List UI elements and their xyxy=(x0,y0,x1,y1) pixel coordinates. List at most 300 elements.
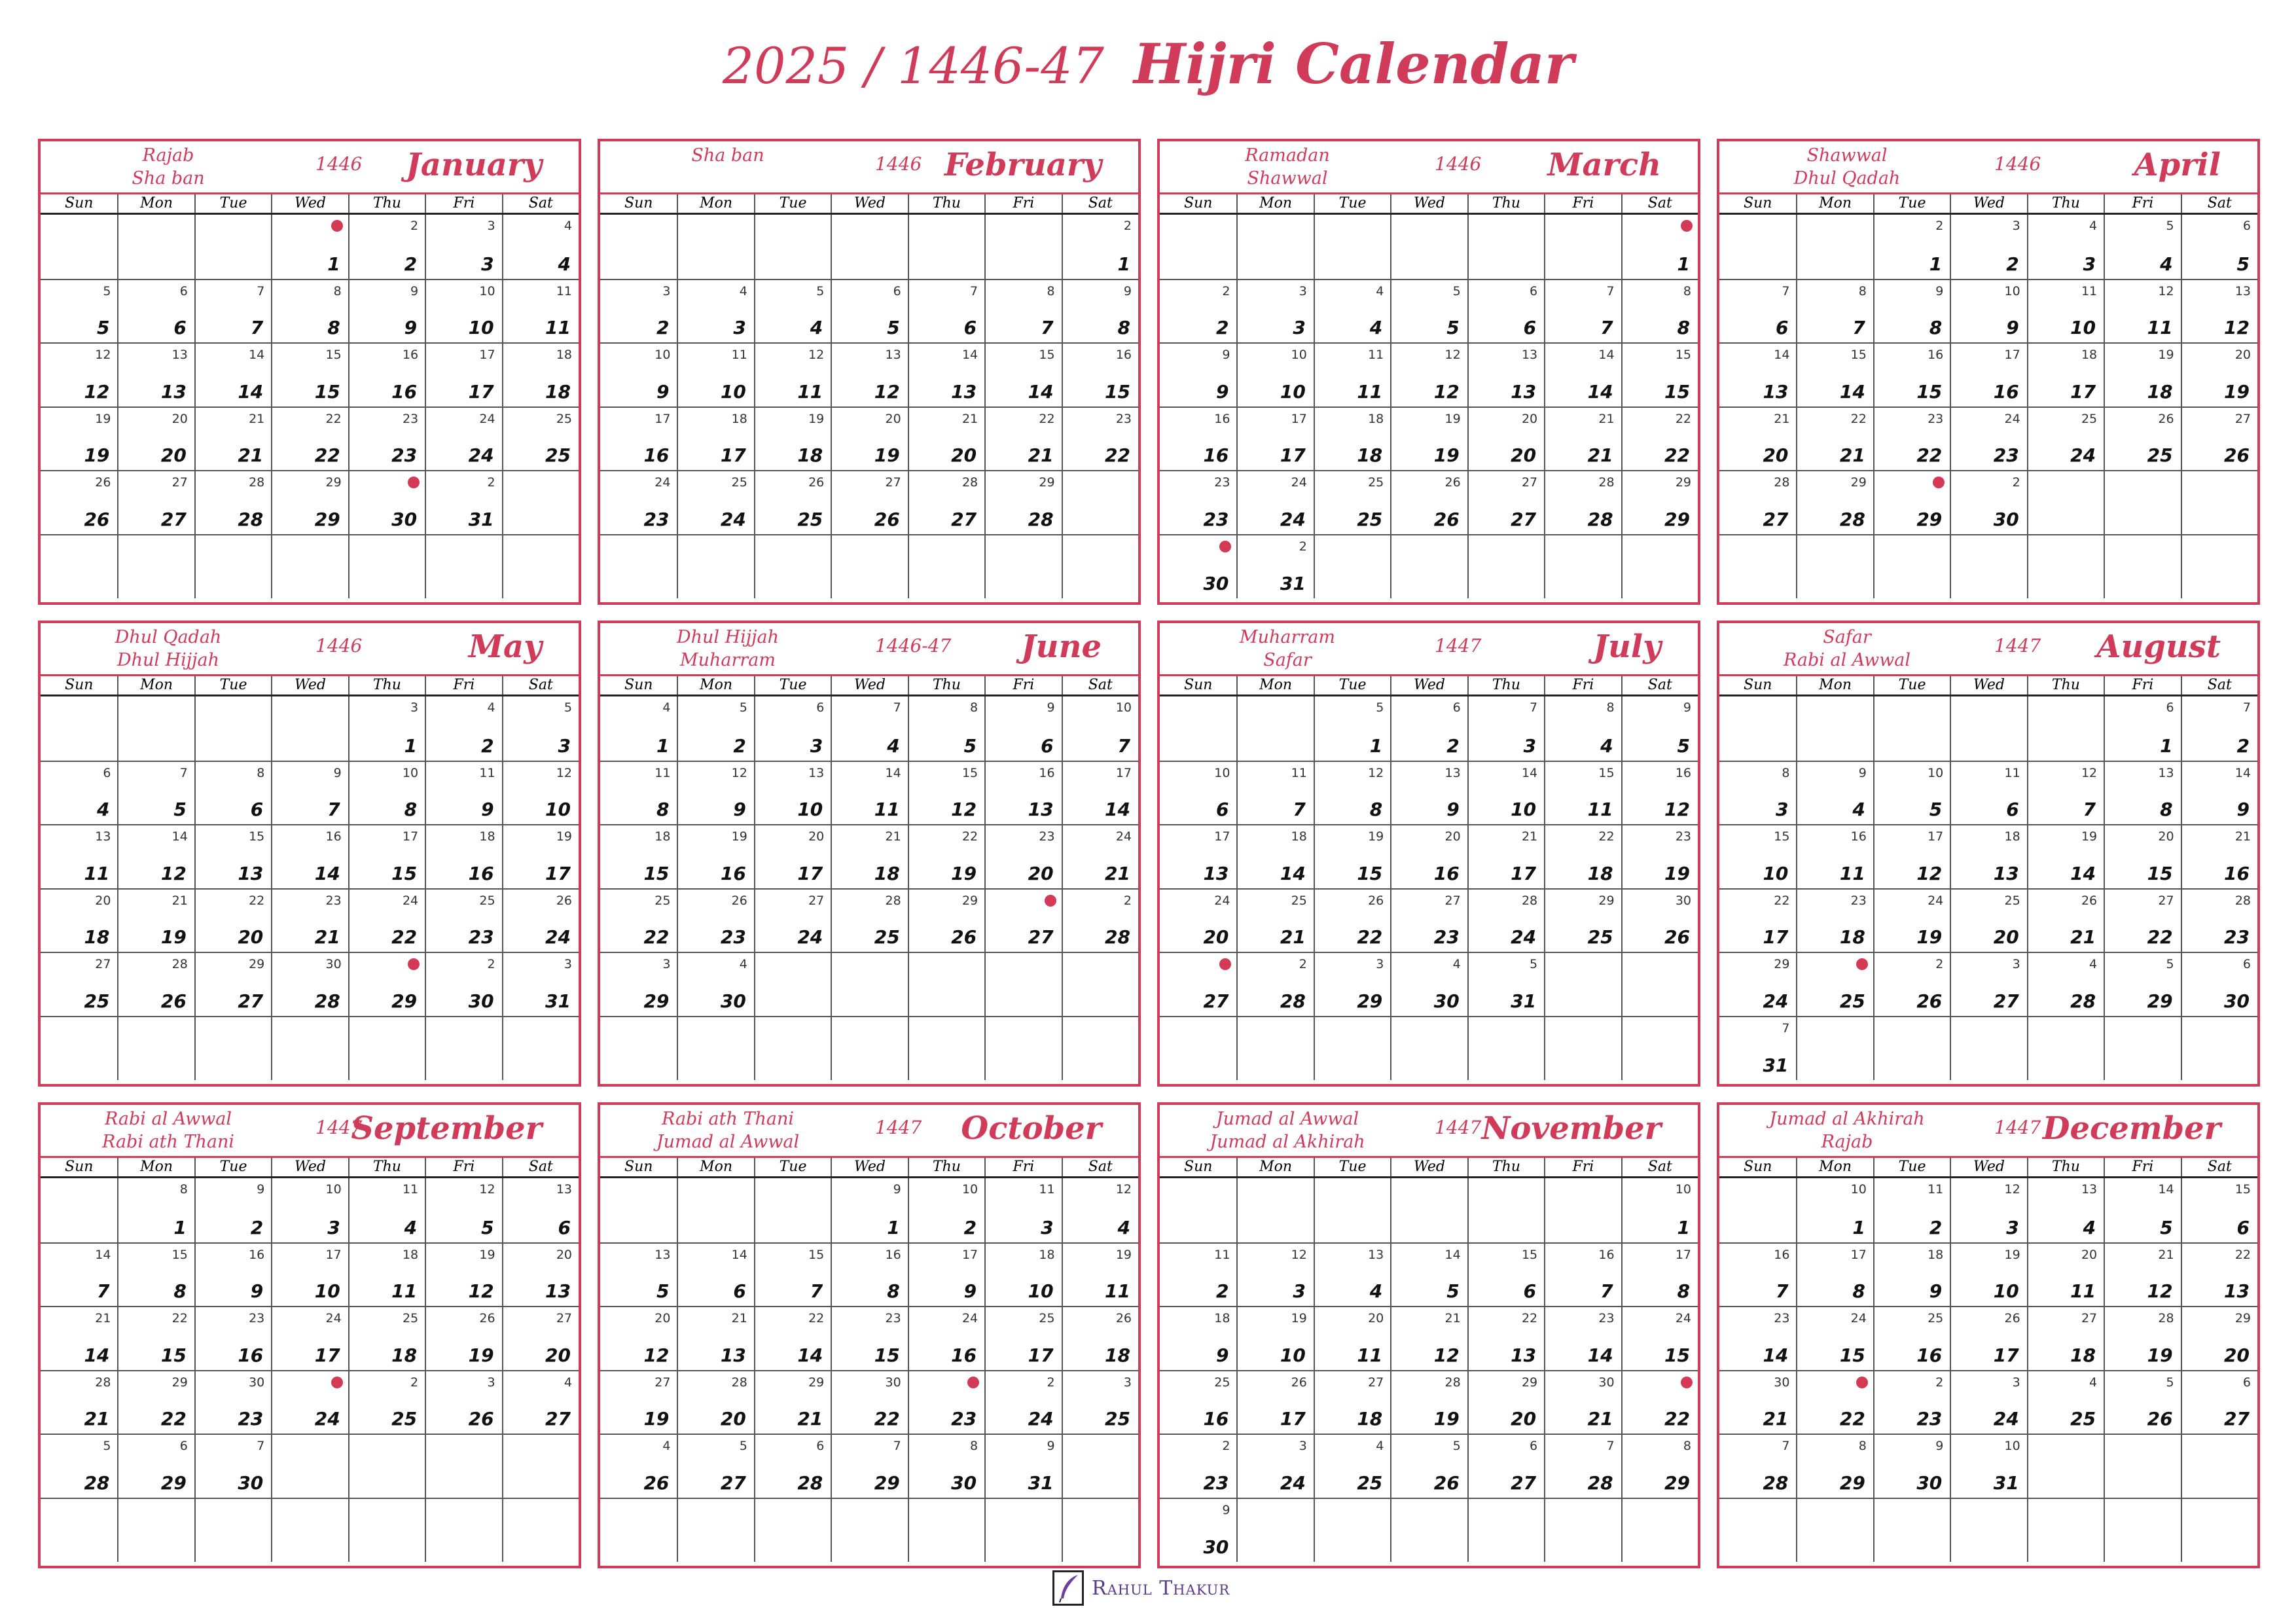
hijri-day: 14 xyxy=(2158,1182,2174,1197)
hijri-day: 17 xyxy=(1928,829,1944,844)
weekday-label: Wed xyxy=(831,194,907,213)
day-cell xyxy=(1062,279,1138,343)
weekday-label: Fri xyxy=(2104,194,2180,213)
gregorian-day: 14 xyxy=(1763,1344,1789,1366)
new-month-dot-icon xyxy=(1856,958,1868,970)
month-header xyxy=(600,141,1138,194)
day-cell xyxy=(1160,1016,1236,1080)
gregorian-day: 24 xyxy=(314,1408,340,1430)
day-cell xyxy=(908,1178,984,1242)
day-cell xyxy=(1390,342,1467,406)
new-month-dot-icon xyxy=(1681,1377,1693,1388)
gregorian-day: 16 xyxy=(1203,1408,1229,1430)
gregorian-day: 26 xyxy=(84,508,110,530)
hijri-day: 18 xyxy=(1291,829,1307,844)
gregorian-day: 30 xyxy=(1203,572,1229,594)
hijri-day: 2 xyxy=(1299,957,1307,972)
hijri-day: 7 xyxy=(2242,700,2251,715)
day-cell xyxy=(754,1498,831,1562)
hijri-day: 20 xyxy=(171,411,188,426)
gregorian-day: 27 xyxy=(1993,990,2019,1012)
hijri-day: 20 xyxy=(95,893,111,908)
hijri-day: 6 xyxy=(1530,1439,1538,1454)
gregorian-day: 4 xyxy=(2160,253,2173,275)
hijri-day: 24 xyxy=(961,1311,978,1326)
day-cell xyxy=(2027,1434,2104,1498)
month-november xyxy=(1157,1102,1700,1568)
weekday-label: Mon xyxy=(1236,676,1313,695)
day-cell xyxy=(271,761,348,825)
day-cell xyxy=(1950,1306,2026,1370)
hijri-day: 22 xyxy=(808,1311,825,1326)
day-cell xyxy=(1796,824,1873,888)
hijri-day: 21 xyxy=(2158,1247,2174,1262)
hijri-day: 2 xyxy=(1935,1375,1944,1390)
day-cell xyxy=(1390,696,1467,761)
day-cell xyxy=(831,824,907,888)
gregorian-day: 24 xyxy=(1511,926,1537,948)
gregorian-day: 22 xyxy=(643,926,670,948)
day-cell xyxy=(1950,761,2026,825)
day-cell xyxy=(2104,279,2180,343)
hijri-day: 29 xyxy=(808,1375,825,1390)
gregorian-day: 29 xyxy=(160,1471,187,1494)
weekday-label: Fri xyxy=(1544,1158,1621,1176)
hijri-day: 18 xyxy=(1039,1247,1055,1262)
hijri-day: 5 xyxy=(1530,957,1538,972)
day-cell xyxy=(1621,888,1698,952)
gregorian-day: 30 xyxy=(1993,508,2019,530)
day-cell xyxy=(1314,696,1390,761)
gregorian-day: 7 xyxy=(96,1280,110,1303)
day-cell xyxy=(117,215,194,279)
gregorian-day: 30 xyxy=(1433,990,1460,1012)
day-cell xyxy=(1314,761,1390,825)
hijri-day: 11 xyxy=(1368,348,1384,363)
hijri-day: 7 xyxy=(1606,1439,1615,1454)
weekday-label: Mon xyxy=(117,1158,194,1176)
day-cell xyxy=(194,470,271,534)
hijri-day: 22 xyxy=(1521,1311,1538,1326)
gregorian-day: 1 xyxy=(1677,253,1690,275)
gregorian-day: 12 xyxy=(160,862,187,884)
hijri-day: 6 xyxy=(1452,700,1461,715)
day-cell xyxy=(1719,1178,1796,1242)
day-cell xyxy=(1062,470,1138,534)
gregorian-day: 24 xyxy=(545,926,571,948)
gregorian-day: 26 xyxy=(1664,926,1690,948)
day-cell xyxy=(600,824,677,888)
hijri-day: 24 xyxy=(1675,1311,1691,1326)
gregorian-day: 21 xyxy=(314,926,340,948)
day-cell xyxy=(984,1370,1061,1434)
gregorian-day: 30 xyxy=(391,508,418,530)
gregorian-day: 28 xyxy=(238,508,264,530)
gregorian-day: 4 xyxy=(1369,317,1383,339)
gregorian-day: 6 xyxy=(173,317,187,339)
hijri-day: 12 xyxy=(2081,765,2098,780)
hijri-day: 13 xyxy=(2158,765,2174,780)
day-cell xyxy=(117,824,194,888)
gregorian-day: 27 xyxy=(545,1408,571,1430)
gregorian-day: 24 xyxy=(797,926,823,948)
gregorian-day: 24 xyxy=(1993,1408,2019,1430)
day-cell xyxy=(1236,1370,1313,1434)
day-cell xyxy=(502,888,579,952)
day-cell xyxy=(754,470,831,534)
hijri-day: 20 xyxy=(1368,1311,1384,1326)
day-cell xyxy=(425,696,501,761)
day-cell xyxy=(754,952,831,1016)
day-cell xyxy=(600,279,677,343)
day-cell xyxy=(600,1178,677,1242)
gregorian-day: 26 xyxy=(2147,1408,2173,1430)
weekday-label: Fri xyxy=(425,194,501,213)
gregorian-day: 12 xyxy=(1433,1344,1460,1366)
day-cell xyxy=(425,1306,501,1370)
day-cell xyxy=(1950,1242,2026,1307)
hijri-day: 16 xyxy=(1850,829,1867,844)
day-cell xyxy=(1544,952,1621,1016)
hijri-day: 12 xyxy=(479,1182,495,1197)
hijri-day: 30 xyxy=(885,1375,901,1390)
gregorian-day: 6 xyxy=(250,799,264,821)
month-january xyxy=(38,139,581,605)
day-cell xyxy=(41,342,117,406)
day-grid xyxy=(1719,696,2257,1080)
gregorian-day: 26 xyxy=(1916,990,1943,1012)
hijri-day: 2 xyxy=(1222,1439,1230,1454)
day-cell xyxy=(677,1178,753,1242)
gregorian-day: 6 xyxy=(963,317,977,339)
day-cell xyxy=(754,534,831,598)
gregorian-day: 7 xyxy=(1600,317,1613,339)
hijri-day: 6 xyxy=(816,700,825,715)
day-cell xyxy=(194,1016,271,1080)
day-cell xyxy=(117,1498,194,1562)
day-grid xyxy=(41,696,579,1080)
gregorian-day: 13 xyxy=(2224,1280,2250,1303)
weekday-label: Sun xyxy=(1744,1159,1772,1175)
gregorian-day: 12 xyxy=(84,380,110,403)
hijri-day: 4 xyxy=(662,1439,671,1454)
hijri-day: 6 xyxy=(2242,957,2251,972)
hijri-day: 4 xyxy=(662,700,671,715)
day-cell xyxy=(1621,215,1698,279)
day-cell xyxy=(1873,534,1950,598)
hijri-day: 4 xyxy=(2089,957,2098,972)
weekday-label: Wed xyxy=(271,1158,348,1176)
day-grid xyxy=(1719,1178,2257,1562)
hijri-month-names xyxy=(1739,626,1955,672)
gregorian-day: 18 xyxy=(2070,1344,2096,1366)
day-cell xyxy=(1719,470,1796,534)
gregorian-day: 16 xyxy=(951,1344,977,1366)
hijri-day: 20 xyxy=(2234,348,2251,363)
day-cell xyxy=(1236,1498,1313,1562)
hijri-day: 17 xyxy=(1675,1247,1691,1262)
hijri-day: 2 xyxy=(1935,219,1944,233)
hijri-day: 19 xyxy=(1115,1247,1132,1262)
hijri-day: 23 xyxy=(1039,829,1055,844)
new-month-dot-icon xyxy=(1045,895,1056,907)
day-cell xyxy=(2181,279,2257,343)
day-cell xyxy=(754,406,831,471)
hijri-day: 5 xyxy=(1452,283,1461,298)
new-month-dot-icon xyxy=(331,220,343,232)
weekday-label: Tue xyxy=(1314,1158,1390,1176)
hijri-day: 3 xyxy=(564,957,572,972)
day-cell xyxy=(2181,215,2257,279)
hijri-day: 9 xyxy=(1047,700,1055,715)
gregorian-day: 20 xyxy=(238,926,264,948)
day-cell xyxy=(2027,470,2104,534)
day-grid xyxy=(600,215,1138,598)
day-cell xyxy=(2104,952,2180,1016)
hijri-day: 19 xyxy=(556,829,572,844)
gregorian-day: 31 xyxy=(545,990,571,1012)
day-cell xyxy=(1062,534,1138,598)
day-cell xyxy=(1719,952,1796,1016)
day-cell xyxy=(1467,1370,1544,1434)
hijri-day: 6 xyxy=(2242,219,2251,233)
hijri-day: 27 xyxy=(1368,1375,1384,1390)
day-cell xyxy=(1873,888,1950,952)
day-cell xyxy=(2027,696,2104,761)
day-cell xyxy=(41,534,117,598)
day-cell xyxy=(677,824,753,888)
hijri-day: 16 xyxy=(1774,1247,1790,1262)
hijri-day: 2 xyxy=(410,1375,419,1390)
hijri-day: 22 xyxy=(249,893,265,908)
hijri-day: 26 xyxy=(556,893,572,908)
gregorian-day: 22 xyxy=(1664,444,1690,467)
new-month-dot-icon xyxy=(1856,1377,1868,1388)
day-cell xyxy=(677,1306,753,1370)
gregorian-day: 29 xyxy=(314,508,340,530)
gregorian-day: 30 xyxy=(951,1471,977,1494)
day-cell xyxy=(1719,1370,1796,1434)
hijri-day: 11 xyxy=(1928,1182,1944,1197)
hijri-day: 13 xyxy=(1368,1247,1384,1262)
hijri-day: 16 xyxy=(325,829,342,844)
gregorian-day: 10 xyxy=(1028,1280,1054,1303)
hijri-day: 22 xyxy=(2234,1247,2251,1262)
gregorian-day: 29 xyxy=(2147,990,2173,1012)
hijri-day: 3 xyxy=(662,283,671,298)
gregorian-day: 22 xyxy=(314,444,340,467)
gregorian-day: 8 xyxy=(1369,799,1383,821)
gregorian-day: 3 xyxy=(327,1216,340,1238)
day-cell xyxy=(1719,406,1796,471)
day-cell xyxy=(2104,1434,2180,1498)
day-cell xyxy=(1873,1434,1950,1498)
day-cell xyxy=(908,1242,984,1307)
hijri-day: 23 xyxy=(1598,1311,1615,1326)
hijri-day: 29 xyxy=(1774,957,1790,972)
hijri-day: 22 xyxy=(1850,411,1867,426)
hijri-day: 5 xyxy=(564,700,572,715)
hijri-day: 16 xyxy=(1214,411,1230,426)
gregorian-day: 1 xyxy=(1677,1216,1690,1238)
gregorian-day: 8 xyxy=(1117,317,1130,339)
brand-footer xyxy=(1052,1568,1230,1608)
day-cell xyxy=(1796,1016,1873,1080)
weekday-label: Thu xyxy=(348,676,425,695)
gregorian-day: 2 xyxy=(250,1216,264,1238)
hijri-day: 7 xyxy=(1530,700,1538,715)
day-cell xyxy=(1062,1016,1138,1080)
day-cell xyxy=(1796,1434,1873,1498)
weekday-label: Sat xyxy=(1062,676,1138,695)
day-cell xyxy=(1062,1242,1138,1307)
gregorian-day: 6 xyxy=(2006,799,2019,821)
gregorian-day: 12 xyxy=(1433,380,1460,403)
day-cell xyxy=(194,1178,271,1242)
hijri-day: 6 xyxy=(2166,700,2174,715)
hijri-day: 6 xyxy=(103,765,111,780)
day-cell xyxy=(1544,1498,1621,1562)
day-cell xyxy=(41,761,117,825)
hijri-day: 8 xyxy=(1858,283,1867,298)
day-cell xyxy=(831,1306,907,1370)
gregorian-day: 5 xyxy=(1929,799,1943,821)
hijri-day: 9 xyxy=(1123,283,1132,298)
day-cell xyxy=(1236,1306,1313,1370)
gregorian-day: 2 xyxy=(1215,317,1229,339)
gregorian-day: 15 xyxy=(1664,380,1690,403)
hijri-day: 28 xyxy=(95,1375,111,1390)
hijri-day: 5 xyxy=(739,1439,747,1454)
gregorian-day: 23 xyxy=(951,1408,977,1430)
day-cell xyxy=(2027,342,2104,406)
day-cell xyxy=(41,1370,117,1434)
hijri-year: 1447 xyxy=(1994,1117,2041,1138)
day-cell xyxy=(194,888,271,952)
day-cell xyxy=(1950,534,2026,598)
hijri-day: 14 xyxy=(171,829,188,844)
gregorian-day: 28 xyxy=(1587,508,1613,530)
weekday-label: Thu xyxy=(908,1158,984,1176)
hijri-month-names xyxy=(1739,1108,1955,1153)
gregorian-day: 4 xyxy=(1117,1216,1130,1238)
weekday-label: Wed xyxy=(1390,676,1467,695)
hijri-day: 24 xyxy=(1115,829,1132,844)
day-cell xyxy=(908,1306,984,1370)
gregorian-day: 25 xyxy=(1587,926,1613,948)
day-cell xyxy=(1390,1498,1467,1562)
day-cell xyxy=(908,215,984,279)
day-cell xyxy=(425,1434,501,1498)
day-cell xyxy=(348,470,425,534)
gregorian-day: 9 xyxy=(250,1280,264,1303)
hijri-day: 21 xyxy=(1598,411,1615,426)
gregorian-day: 26 xyxy=(951,926,977,948)
gregorian-day: 22 xyxy=(1357,926,1383,948)
day-cell xyxy=(2027,888,2104,952)
hijri-day: 13 xyxy=(1521,348,1538,363)
hijri-day: 26 xyxy=(1115,1311,1132,1326)
gregorian-day: 3 xyxy=(481,253,494,275)
hijri-day: 4 xyxy=(2089,219,2098,233)
gregorian-day: 17 xyxy=(720,444,746,467)
hijri-day: 9 xyxy=(893,1182,901,1197)
day-cell xyxy=(425,888,501,952)
day-cell xyxy=(2027,279,2104,343)
hijri-day: 10 xyxy=(1928,765,1944,780)
hijri-day: 2 xyxy=(1222,283,1230,298)
hijri-day: 10 xyxy=(479,283,495,298)
day-cell xyxy=(831,279,907,343)
day-cell xyxy=(1160,1306,1236,1370)
day-cell xyxy=(425,215,501,279)
day-cell xyxy=(831,1016,907,1080)
hijri-day: 28 xyxy=(1444,1375,1461,1390)
gregorian-day: 27 xyxy=(720,1471,746,1494)
weekday-label: Mon xyxy=(1236,194,1313,213)
gregorian-day: 13 xyxy=(951,380,977,403)
hijri-day: 4 xyxy=(487,700,495,715)
gregorian-day: 8 xyxy=(404,799,418,821)
day-cell xyxy=(1544,1016,1621,1080)
gregorian-day: 15 xyxy=(314,380,340,403)
hijri-month-name: Rabi ath Thani xyxy=(662,1109,794,1129)
weekday-label: Sun xyxy=(624,195,653,211)
day-cell xyxy=(41,470,117,534)
month-name: December xyxy=(2042,1110,2221,1147)
hijri-day: 21 xyxy=(171,893,188,908)
day-cell xyxy=(1390,1178,1467,1242)
day-cell xyxy=(1950,888,2026,952)
day-cell xyxy=(1160,1498,1236,1562)
day-cell xyxy=(348,406,425,471)
gregorian-day: 19 xyxy=(1433,444,1460,467)
gregorian-day: 26 xyxy=(1433,1471,1460,1494)
day-cell xyxy=(1467,342,1544,406)
hijri-day: 20 xyxy=(1521,411,1538,426)
gregorian-day: 13 xyxy=(720,1344,746,1366)
day-cell xyxy=(194,696,271,761)
weekday-label: Thu xyxy=(348,1158,425,1176)
gregorian-day: 2 xyxy=(963,1216,977,1238)
hijri-day: 13 xyxy=(2234,283,2251,298)
gregorian-day: 4 xyxy=(96,799,110,821)
gregorian-day: 5 xyxy=(1446,1280,1460,1303)
gregorian-day: 29 xyxy=(643,990,670,1012)
gregorian-day: 14 xyxy=(2070,862,2096,884)
day-cell xyxy=(1390,1242,1467,1307)
day-cell xyxy=(1236,1178,1313,1242)
gregorian-day: 10 xyxy=(720,380,746,403)
hijri-day: 7 xyxy=(1782,283,1790,298)
day-cell xyxy=(1621,761,1698,825)
day-cell xyxy=(1467,1434,1544,1498)
hijri-month-name: Rabi al Awwal xyxy=(104,1109,232,1129)
gregorian-day: 10 xyxy=(1280,1344,1306,1366)
hijri-day: 14 xyxy=(961,348,978,363)
hijri-day: 28 xyxy=(2158,1311,2174,1326)
day-cell xyxy=(502,279,579,343)
gregorian-day: 5 xyxy=(963,734,977,757)
hijri-day: 21 xyxy=(249,411,265,426)
hijri-day: 17 xyxy=(1850,1247,1867,1262)
weekday-label: Sun xyxy=(624,1159,653,1175)
day-cell xyxy=(271,952,348,1016)
gregorian-day: 17 xyxy=(2070,380,2096,403)
day-cell xyxy=(1544,470,1621,534)
gregorian-day: 18 xyxy=(1357,1408,1383,1430)
day-cell xyxy=(1950,1370,2026,1434)
